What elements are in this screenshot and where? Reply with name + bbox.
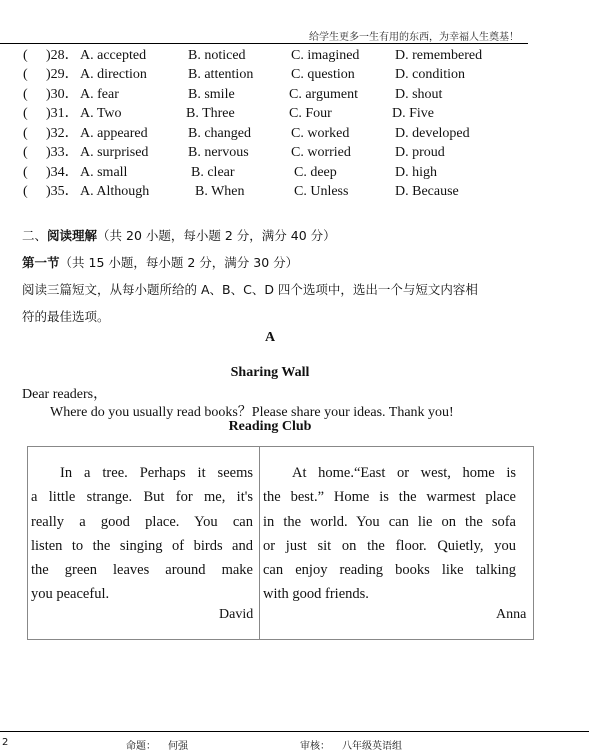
entry-line: listen to the singing of birds and bbox=[31, 537, 253, 554]
entry-line: a little strange. But for me, it's bbox=[31, 489, 253, 506]
author-label: 命题： bbox=[126, 741, 156, 752]
sharing-table bbox=[27, 446, 534, 640]
option-c: C. worried bbox=[291, 145, 351, 160]
option-c: C. deep bbox=[294, 165, 337, 180]
answer-paren: ( bbox=[23, 126, 28, 141]
option-a: A. Two bbox=[80, 106, 122, 121]
entry-line: really a good place. You can bbox=[31, 513, 253, 530]
option-c: C. imagined bbox=[291, 48, 360, 63]
question-number: )32． bbox=[46, 126, 79, 141]
answer-paren: ( bbox=[23, 184, 28, 199]
option-a: A. direction bbox=[80, 67, 147, 82]
entry-line: in the world. You can lie on the sofa bbox=[263, 513, 516, 530]
answer-paren: ( bbox=[23, 48, 28, 63]
answer-paren: ( bbox=[23, 106, 28, 121]
entry-line: the best.” Home is the warmest place bbox=[263, 489, 516, 506]
question-number: )29． bbox=[46, 67, 79, 82]
question-number: )30． bbox=[46, 87, 79, 102]
entry-line: or just sit on the floor. Quietly, you bbox=[263, 537, 516, 554]
author-name: 何强 bbox=[168, 741, 188, 752]
answer-paren: ( bbox=[23, 145, 28, 160]
answer-paren: ( bbox=[23, 87, 28, 102]
question-number: )35． bbox=[46, 184, 79, 199]
entry-line: At home.“East or west, home is bbox=[292, 465, 516, 481]
option-b: B. noticed bbox=[188, 48, 246, 63]
passage-title: Sharing Wall bbox=[230, 365, 310, 380]
option-a: A. small bbox=[80, 165, 128, 180]
option-d: D. proud bbox=[395, 145, 445, 160]
part-title: 第一节 bbox=[22, 255, 60, 270]
option-d: D. Because bbox=[395, 184, 459, 199]
option-c: C. worked bbox=[291, 126, 350, 141]
option-c: C. argument bbox=[289, 87, 358, 102]
option-d: D. shout bbox=[395, 87, 443, 102]
option-d: D. high bbox=[395, 165, 437, 180]
question-number: )33． bbox=[46, 145, 79, 160]
section-heading bbox=[22, 226, 336, 244]
club-name: Reading Club bbox=[228, 419, 312, 434]
entry-line: can enjoy reading books like talking bbox=[263, 562, 516, 579]
option-d: D. condition bbox=[395, 67, 465, 82]
question-number: )28． bbox=[46, 48, 79, 63]
option-b: B. nervous bbox=[188, 145, 249, 160]
option-d: D. developed bbox=[395, 126, 470, 141]
answer-paren: ( bbox=[23, 67, 28, 82]
reviewer-name: 八年级英语组 bbox=[342, 741, 402, 752]
entry-line: you peaceful. bbox=[31, 586, 110, 603]
answer-paren: ( bbox=[23, 165, 28, 180]
part-scoring: （共 15 小题，每小题 2 分，满分 30 分） bbox=[59, 255, 299, 270]
option-c: C. Unless bbox=[294, 184, 349, 199]
table-divider bbox=[259, 447, 260, 639]
question-number: )34． bbox=[46, 165, 79, 180]
section-scoring: （共 20 小题，每小题 2 分，满分 40 分） bbox=[97, 228, 336, 243]
option-d: D. Five bbox=[392, 106, 434, 121]
entry-line: the green leaves around make bbox=[31, 562, 253, 579]
entry-line: In a tree. Perhaps it seems bbox=[60, 465, 253, 481]
question-text: Where do you usually read books？Please share your ideas. Thank you! bbox=[50, 405, 454, 420]
option-b: B. changed bbox=[188, 126, 251, 141]
section-number: 二、 bbox=[22, 228, 48, 243]
option-b: B. smile bbox=[188, 87, 235, 102]
page-number: 2 bbox=[2, 737, 9, 748]
option-a: A. accepted bbox=[80, 48, 147, 63]
option-b: B. attention bbox=[188, 67, 254, 82]
question-number: )31． bbox=[46, 106, 79, 121]
option-a: A. fear bbox=[80, 87, 119, 102]
reviewer-label: 审核： bbox=[300, 741, 330, 752]
right-entry bbox=[263, 461, 516, 607]
option-b: B. Three bbox=[186, 106, 235, 121]
option-c: C. Four bbox=[289, 106, 332, 121]
instructions-line: 符的最佳选项。 bbox=[22, 309, 110, 324]
entry-line: with good friends. bbox=[263, 586, 369, 603]
option-a: A. surprised bbox=[80, 145, 149, 160]
signature-anna: Anna bbox=[496, 607, 527, 622]
passage-letter: A bbox=[264, 330, 276, 345]
option-d: D. remembered bbox=[395, 48, 483, 63]
option-b: B. When bbox=[195, 184, 245, 199]
header-motto: 给学生更多一生有用的东西，为幸福人生奠基！ bbox=[309, 32, 519, 43]
option-a: A. Although bbox=[80, 184, 150, 199]
greeting: Dear readers， bbox=[22, 387, 108, 402]
header-rule bbox=[0, 43, 528, 44]
section-title: 阅读理解 bbox=[47, 228, 98, 243]
option-b: B. clear bbox=[191, 165, 235, 180]
signature-david: David bbox=[219, 607, 254, 622]
part-heading bbox=[22, 253, 298, 271]
option-a: A. appeared bbox=[80, 126, 148, 141]
footer-rule bbox=[0, 731, 589, 732]
left-entry bbox=[31, 461, 253, 607]
option-c: C. question bbox=[291, 67, 355, 82]
instructions-line: 阅读三篇短文，从每小题所给的 A、B、C、D 四个选项中，选出一个与短文内容相 bbox=[22, 282, 478, 297]
